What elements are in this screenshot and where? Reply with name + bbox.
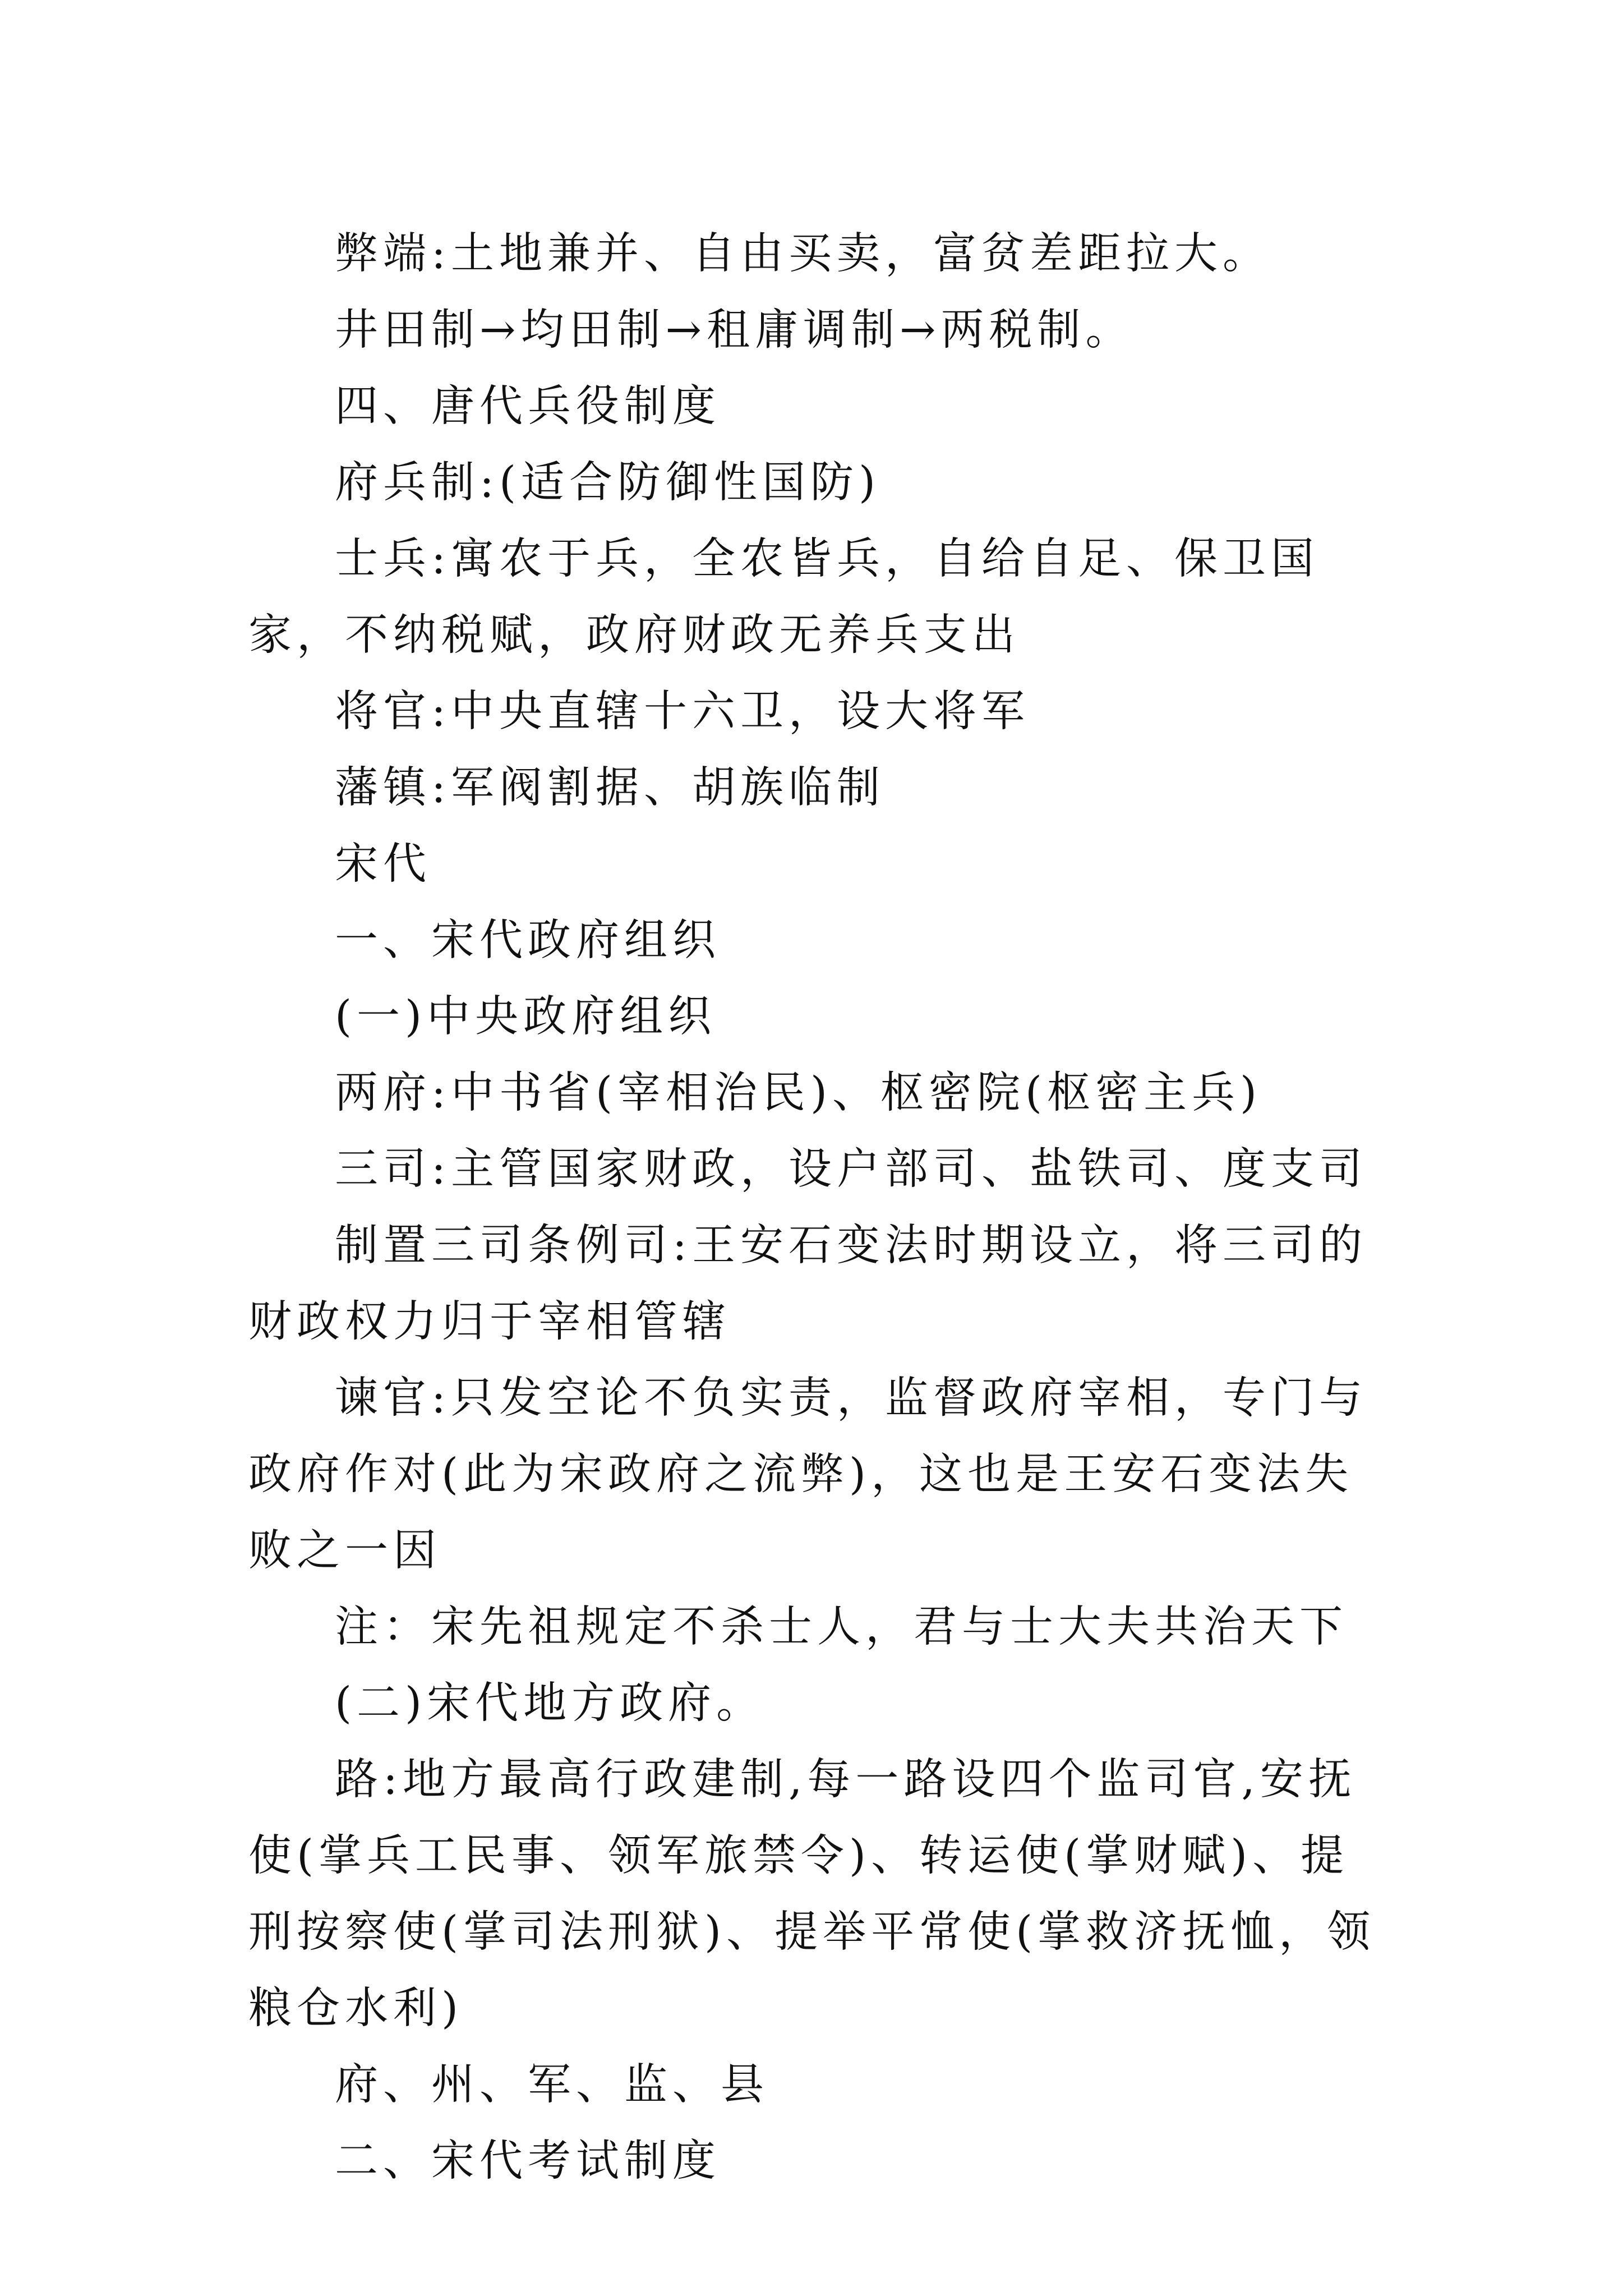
paragraph-military-governors: 藩镇:军阀割据、胡族临制 [335,763,885,813]
heading-song-dynasty: 宋代 [335,839,431,889]
heading-tang-military-system: 四、唐代兵役制度 [335,381,721,431]
subheading-central-government: (一)中央政府组织 [335,992,717,1042]
document-page [248,216,1384,2200]
heading-song-examination-system: 二、宋代考试制度 [335,2136,721,2186]
paragraph-local-units: 府、州、军、监、县 [335,2060,769,2110]
paragraph-land-system-evolution: 井田制→均田制→租庸调制→两税制。 [335,305,1134,355]
paragraph-regulations-office: 制置三司条例司:王安石变法时期设立，将三司的财政权力归于宰相管辖 [248,1221,1367,1347]
paragraph-two-bureaus: 两府:中书省(宰相治民)、枢密院(枢密主兵) [335,1068,1262,1118]
subheading-local-government: (二)宋代地方政府。 [335,1678,765,1728]
paragraph-soldiers: 士兵:寓农于兵，全农皆兵，自给自足、保卫国家，不纳税赋，政府财政无养兵支出 [248,534,1319,660]
heading-song-government: 一、宋代政府组织 [335,915,721,965]
paragraph-note: 注：宋先祖规定不杀士人，君与士大夫共治天下 [335,1602,1348,1652]
paragraph-remonstrance-officials: 谏官:只发空论不负实责，监督政府宰相，专门与政府作对(此为宋政府之流弊)，这也是王安石变法失败之一因 [248,1373,1367,1576]
paragraph-fubing-system: 府兵制:(适合防御性国防) [335,458,881,508]
paragraph-circuits: 路:地方最高行政建制,每一路设四个监司官,安抚使(掌兵工民事、领军旅禁令)、转运使(掌财赋)、提刑按察使(掌司法刑狱)、提举平常使(掌救济抚恤，领粮仓水利) [248,1755,1376,2033]
paragraph-drawbacks: 弊端:土地兼并、自由买卖，富贫差距拉大。 [335,229,1271,279]
paragraph-generals: 将官:中央直辖十六卫，设大将军 [335,687,1030,737]
paragraph-three-offices: 三司:主管国家财政，设户部司、盐铁司、度支司 [335,1144,1367,1194]
